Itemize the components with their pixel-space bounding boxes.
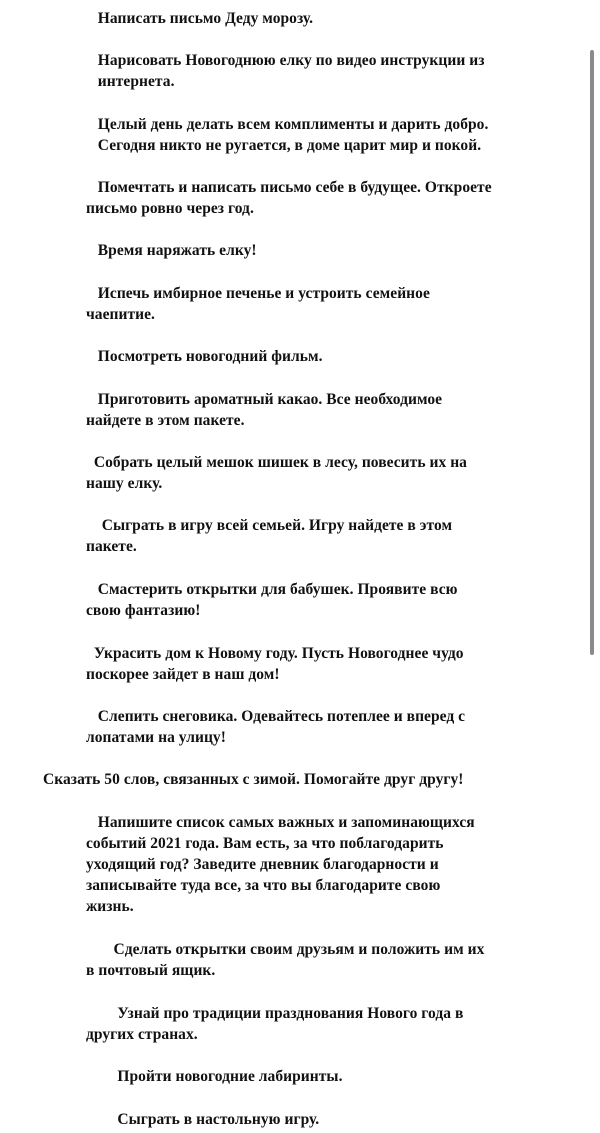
task-item: Целый день делать всем комплименты и дарить добро. Сегодня никто не ругается, в доме царит мир и покой. <box>97 116 489 154</box>
task-item: Украсить дом к Новому году. Пусть Новогоднее чудо поскорее зайдет в наш дом! <box>86 645 464 683</box>
scrollbar[interactable] <box>590 50 594 655</box>
task-item: Нарисовать Новогоднюю елку по видео инструкции из интернета. <box>97 52 485 90</box>
task-item: Слепить снеговика. Одевайтесь потеплее и вперед с лопатами на улицу! <box>86 708 466 746</box>
task-item: Приготовить ароматный какао. Все необходимое найдете в этом пакете. <box>86 391 443 429</box>
task-item: Испечь имбирное печенье и устроить семейное чаепитие. <box>86 285 430 323</box>
task-item: Время наряжать елку! <box>86 242 257 259</box>
task-item: Сказать 50 слов, связанных с зимой. Помогайте друг другу! <box>43 771 464 788</box>
task-item: Напишите список самых важных и запоминающихся событий 2021 года. Вам есть, за что поблагодарить уходящий год? Заведите дневник благодарности и записывайте туда все, за что вы благодарите свою жизнь. <box>86 814 475 915</box>
task-item: Смастерить открытки для бабушек. Проявите всю свою фантазию! <box>86 581 458 619</box>
task-item: Сделать открытки своим друзьям и положить им их в почтовый ящик. <box>86 941 485 979</box>
task-item: Пройти новогодние лабиринты. <box>86 1068 343 1085</box>
task-item: Узнай про традиции празднования Нового года в других странах. <box>86 1005 464 1043</box>
task-item: Сыграть в игру всей семьей. Игру найдете в этом пакете. <box>86 517 453 555</box>
task-item: Посмотреть новогодний фильм. <box>86 348 323 365</box>
task-item: Сыграть в настольную игру. <box>86 1111 320 1128</box>
task-item: Написать письмо Деду морозу. <box>86 10 314 27</box>
task-item: Помечтать и написать письмо себе в будущее. Откроете письмо ровно через год. <box>86 179 492 217</box>
task-item: Собрать целый мешок шишек в лесу, повесить их на нашу елку. <box>86 454 467 492</box>
